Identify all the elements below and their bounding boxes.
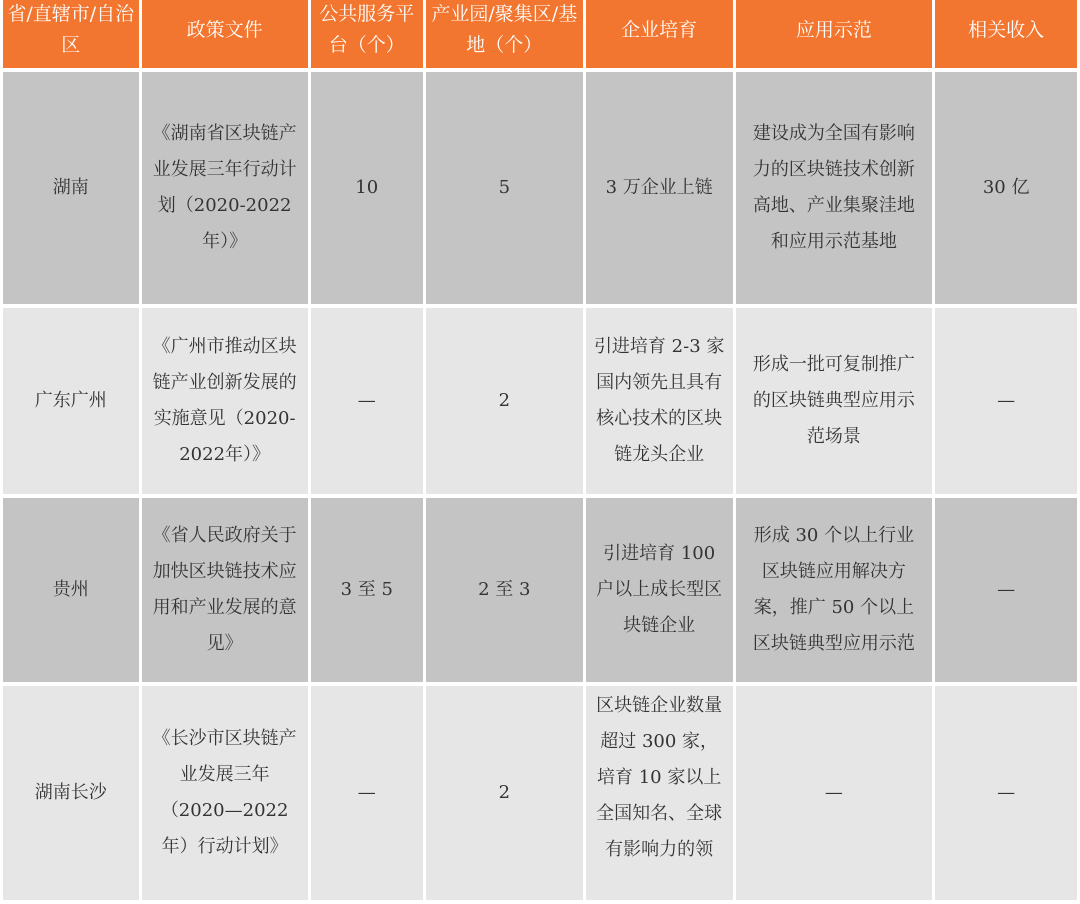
table-row	[3, 498, 1077, 686]
cell-revenue: —	[935, 498, 1077, 686]
header-policy: 政策文件	[142, 0, 308, 72]
table-row	[3, 308, 1077, 498]
cell-application: 建设成为全国有影响力的区块链技术创新高地、产业集聚洼地和应用示范基地	[736, 72, 933, 308]
cell-enterprise: 引进培育 100 户以上成长型区块链企业	[586, 498, 733, 686]
table-row	[3, 72, 1077, 308]
cell-revenue: —	[935, 308, 1077, 498]
header-parks: 产业园/聚集区/基地（个）	[426, 0, 583, 72]
cell-policy: 《长沙市区块链产业发展三年（2020—2022年）行动计划》	[142, 686, 308, 904]
cell-revenue: 30 亿	[935, 72, 1077, 308]
cell-parks: 5	[426, 72, 583, 308]
cell-region: 湖南长沙	[3, 686, 139, 904]
cell-enterprise: 区块链企业数量超过 300 家，培育 10 家以上全国知名、全球有影响力的领	[586, 686, 733, 904]
table-header-row	[3, 0, 1077, 72]
header-revenue: 相关收入	[935, 0, 1077, 72]
cell-enterprise: 引进培育 2-3 家国内领先且具有核心技术的区块链龙头企业	[586, 308, 733, 498]
cell-application: 形成 30 个以上行业区块链应用解决方案，推广 50 个以上区块链典型应用示范	[736, 498, 933, 686]
cell-platforms: 10	[311, 72, 423, 308]
cell-region: 广东广州	[3, 308, 139, 498]
cell-revenue: —	[935, 686, 1077, 904]
cell-policy: 《省人民政府关于加快区块链技术应用和产业发展的意见》	[142, 498, 308, 686]
cell-platforms: 3 至 5	[311, 498, 423, 686]
header-enterprise: 企业培育	[586, 0, 733, 72]
cell-platforms: —	[311, 686, 423, 904]
header-application: 应用示范	[736, 0, 933, 72]
cell-platforms: —	[311, 308, 423, 498]
header-platforms: 公共服务平台（个）	[311, 0, 423, 72]
cell-policy: 《广州市推动区块链产业创新发展的实施意见（2020-2022年）》	[142, 308, 308, 498]
cell-enterprise: 3 万企业上链	[586, 72, 733, 308]
cell-application: —	[736, 686, 933, 904]
cell-application: 形成一批可复制推广的区块链典型应用示范场景	[736, 308, 933, 498]
cell-region: 贵州	[3, 498, 139, 686]
cell-parks: 2	[426, 686, 583, 904]
cell-region: 湖南	[3, 72, 139, 308]
header-region: 省/直辖市/自治区	[3, 0, 139, 72]
table-row	[3, 686, 1077, 904]
cell-parks: 2 至 3	[426, 498, 583, 686]
cell-policy: 《湖南省区块链产业发展三年行动计划（2020-2022年）》	[142, 72, 308, 308]
cell-parks: 2	[426, 308, 583, 498]
